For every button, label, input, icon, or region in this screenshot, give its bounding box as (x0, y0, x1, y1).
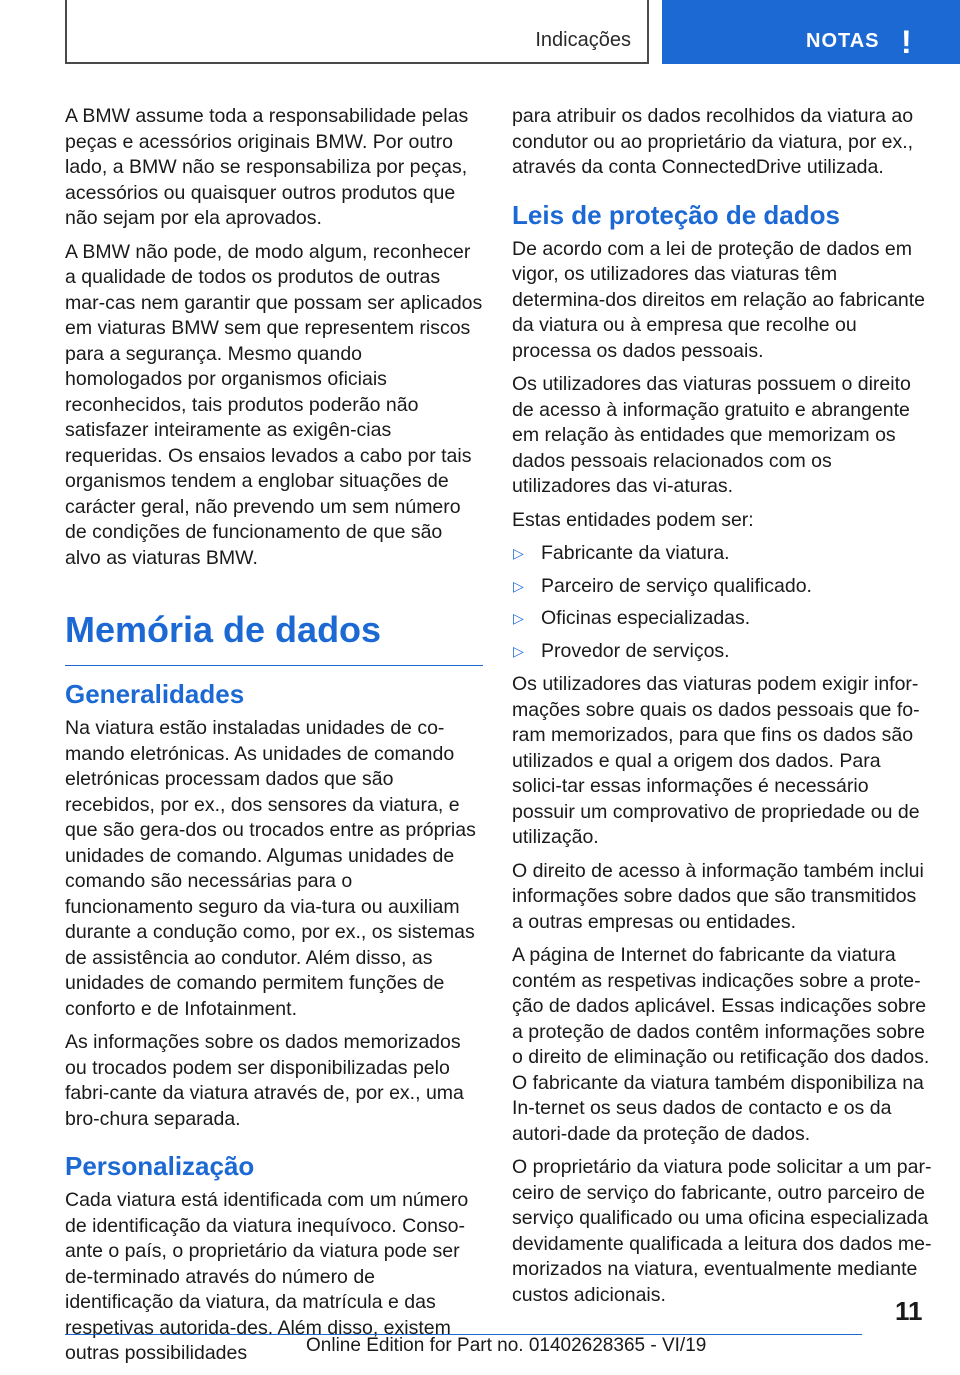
right-column (512, 104, 932, 1316)
exclamation-icon: ! (901, 24, 912, 60)
header-section-box (65, 0, 649, 64)
left-column (65, 104, 483, 1375)
paragraph: Estas entidades podem ser: (512, 508, 754, 531)
paragraph: A página de Internet do fabricante da viatura contém as respetivas indicações sobre a prote-ção de dados aplicável. Essas indicações sobre a proteção de dados contêm informações sobre o direito de eliminação ou retificação dos dados. O fabricante da viatura também disponibiliza na In-ternet os seus dados de contacto e os da autori-dade da proteção de dados. (512, 944, 930, 1145)
chapter-heading: Memória de dados (65, 609, 483, 666)
triangle-right-icon: ▷ (513, 610, 524, 626)
edition-note: Online Edition for Part no. 01402628365 - VI/19 (306, 1335, 707, 1356)
entity-list (512, 541, 932, 664)
triangle-right-icon: ▷ (513, 642, 524, 659)
page-number: 11 (895, 1296, 923, 1326)
list-item-text: Parceiro de serviço qualificado. (541, 574, 812, 597)
paragraph: As informações sobre os dados memorizados ou trocados podem ser disponibilizadas pelo fabri-cante da viatura através de, por ex., uma bro-chura separada. (65, 1031, 464, 1130)
header-chapter-tab (662, 0, 960, 64)
paragraph: Na viatura estão instaladas unidades de co-mando eletrónicas. As unidades de comando eletrónicas processam dados que são recebidos, por ex., dos sensores da viatura, e que são gera-dos ou trocados entre as próprias unidades de comando. Algumas unidades de comando são necessárias para o funcionamento seguro da via-tura ou auxiliam durante a condução como, por ex., os sistemas de assistência ao condutor. Além disso, as unidades de comando permitem funções de conforto e de Infotainment. (65, 717, 476, 1020)
paragraph: A BMW não pode, de modo algum, reconhecer a qualidade de todos os produtos de outras mar-cas nem garantir que possam ser aplicados em viaturas BMW sem que representem riscos para a segurança. Mesmo quando homologados por organismos oficiais reconhecidos, tais produtos poderão não satisfazer inteiramente as exigên-cias requeridas. Os ensaios levados a cabo por tais organismos tendem a englobar situações de carácter geral, não prevendo um sem número de condições de funcionamento de que são alvo as viaturas BMW. (65, 240, 483, 569)
header-section-title: Indicações (535, 29, 631, 51)
list-item (512, 574, 932, 600)
list-item-text: Provedor de serviços. (541, 639, 730, 662)
paragraph: Os utilizadores das viaturas possuem o direito de acesso à informação gratuito e abrangente em relação às entidades que memorizam os dados pessoais relacionados com os utilizadores das vi-aturas. (512, 373, 911, 497)
paragraph: Os utilizadores das viaturas podem exigir infor-mações sobre quais os dados pessoais que fo-ram memorizados, para que fins os dados são utilizados e qual a origem dos dados. Para solici-tar essas informações é necessário possuir um comprovativo de propriedade ou de utilização. (512, 673, 920, 848)
triangle-right-icon: ▷ (513, 577, 524, 594)
paragraph: para atribuir os dados recolhidos da viatura ao condutor ou ao proprietário da viatura, por ex., através da conta ConnectedDrive utilizada. (512, 105, 914, 178)
list-item-text: Oficinas especializadas. (541, 607, 751, 629)
section-heading: Leis de proteção de dados (512, 199, 840, 230)
paragraph: A BMW assume toda a responsabilidade pelas peças e acessórios originais BMW. Por outro lado, a BMW não se responsabiliza por peças, acessórios ou quaisquer outros produtos que não sejam por ela aprovados. (65, 105, 469, 229)
list-item (512, 639, 932, 665)
triangle-right-icon: ▷ (513, 545, 524, 561)
header-chapter-title: NOTAS (806, 30, 880, 52)
list-item (512, 606, 932, 632)
list-item (512, 541, 932, 567)
section-heading: Personalização (65, 1151, 255, 1181)
paragraph: O direito de acesso à informação também inclui informações sobre dados que são transmitidos a outras empresas ou entidades. (512, 859, 924, 933)
paragraph: O proprietário da viatura pode solicitar a um par-ceiro de serviço do fabricante, outro parceiro de serviço qualificado ou uma oficina especializada devidamente qualificada a leitura dos dados me-morizados na viatura, eventualmente mediante custos adicionais. (512, 1156, 932, 1306)
paragraph: De acordo com a lei de proteção de dados em vigor, os utilizadores das viaturas têm determina-dos direitos em relação ao fabricante da viatura ou à empresa que recolhe ou processa os dados pessoais. (512, 237, 925, 362)
section-heading: Generalidades (65, 679, 245, 709)
paragraph: Cada viatura está identificada com um número de identificação da viatura inequívoco. Conso-ante o país, o proprietário da viatura pode ser de-terminado através do número de identificação da viatura, da matrícula e das respetivas autorida-des. Além disso, existem outras possibilidades (65, 1189, 469, 1364)
list-item-text: Fabricante da viatura. (541, 542, 730, 564)
